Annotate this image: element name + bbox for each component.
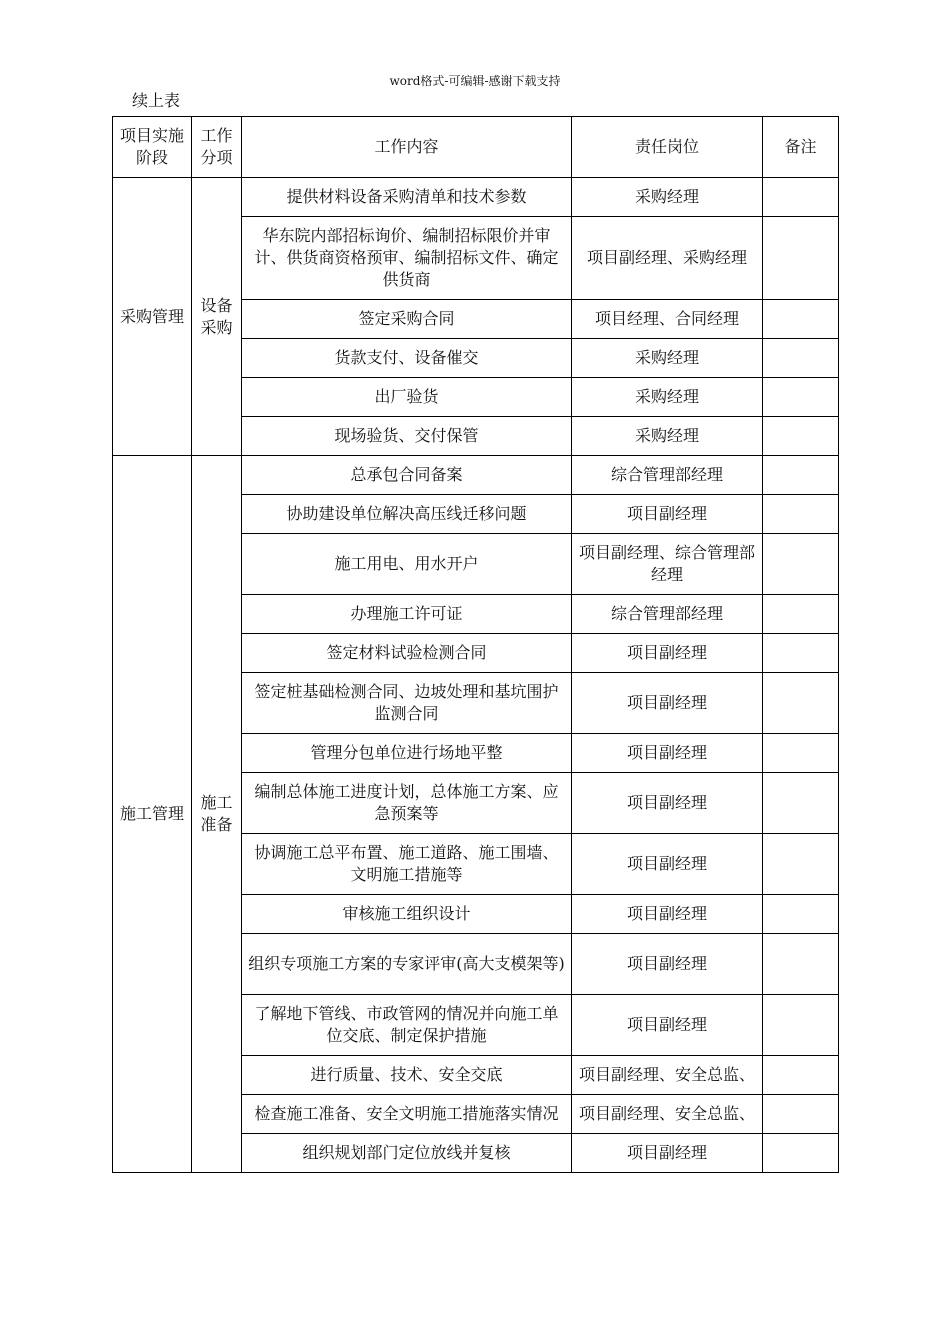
remark-cell [763,834,839,895]
content-cell: 了解地下管线、市政管网的情况并向施工单位交底、制定保护措施 [242,995,572,1056]
header-subitem: 工作分项 [192,117,242,178]
role-cell: 综合管理部经理 [572,595,763,634]
remark-cell [763,417,839,456]
content-cell: 检查施工准备、安全文明施工措施落实情况 [242,1095,572,1134]
role-cell: 项目副经理 [572,934,763,995]
content-cell: 进行质量、技术、安全交底 [242,1056,572,1095]
remark-cell [763,339,839,378]
remark-cell [763,634,839,673]
responsibility-table [112,116,839,1173]
remark-cell [763,895,839,934]
role-cell: 采购经理 [572,339,763,378]
remark-cell [763,1095,839,1134]
remark-cell [763,217,839,300]
remark-cell [763,673,839,734]
header-role: 责任岗位 [572,117,763,178]
role-cell: 采购经理 [572,178,763,217]
content-cell: 签定桩基础检测合同、边坡处理和基坑围护监测合同 [242,673,572,734]
role-cell: 项目副经理 [572,773,763,834]
content-cell: 出厂验货 [242,378,572,417]
role-cell: 项目副经理 [572,495,763,534]
subitem-cell: 施工准备 [192,456,242,1173]
role-cell: 项目副经理 [572,995,763,1056]
remark-cell [763,595,839,634]
role-cell: 采购经理 [572,378,763,417]
role-cell: 项目副经理、采购经理 [572,217,763,300]
role-cell: 综合管理部经理 [572,456,763,495]
role-cell: 项目副经理、综合管理部经理 [572,534,763,595]
role-cell: 项目副经理 [572,895,763,934]
continued-label: 续上表 [132,91,181,110]
remark-cell [763,495,839,534]
content-cell: 施工用电、用水开户 [242,534,572,595]
role-cell: 项目副经理 [572,734,763,773]
role-cell: 采购经理 [572,417,763,456]
content-cell: 现场验货、交付保管 [242,417,572,456]
table-row [113,456,839,495]
content-cell: 组织规划部门定位放线并复核 [242,1134,572,1173]
content-cell: 组织专项施工方案的专家评审(高大支模架等) [242,934,572,995]
content-cell: 签定采购合同 [242,300,572,339]
remark-cell [763,378,839,417]
remark-cell [763,300,839,339]
table-row [113,178,839,217]
role-cell: 项目副经理 [572,1134,763,1173]
content-cell: 编制总体施工进度计划，总体施工方案、应急预案等 [242,773,572,834]
page-header-note: word格式-可编辑-感谢下载支持 [389,74,561,88]
content-cell: 审核施工组织设计 [242,895,572,934]
content-cell: 协助建设单位解决高压线迁移问题 [242,495,572,534]
header-stage: 项目实施阶段 [113,117,192,178]
content-cell: 签定材料试验检测合同 [242,634,572,673]
stage-cell: 采购管理 [113,178,192,456]
content-cell: 总承包合同备案 [242,456,572,495]
table-header-row [113,117,839,178]
header-content: 工作内容 [242,117,572,178]
role-cell: 项目副经理、安全总监、 [572,1095,763,1134]
remark-cell [763,734,839,773]
content-cell: 管理分包单位进行场地平整 [242,734,572,773]
stage-cell: 施工管理 [113,456,192,1173]
remark-cell [763,773,839,834]
subitem-cell: 设备采购 [192,178,242,456]
remark-cell [763,1134,839,1173]
role-cell: 项目副经理 [572,634,763,673]
role-cell: 项目副经理 [572,673,763,734]
content-cell: 提供材料设备采购清单和技术参数 [242,178,572,217]
role-cell: 项目副经理、安全总监、 [572,1056,763,1095]
header-remark: 备注 [763,117,839,178]
remark-cell [763,534,839,595]
content-cell: 华东院内部招标询价、编制招标限价并审计、供货商资格预审、编制招标文件、确定供货商 [242,217,572,300]
remark-cell [763,934,839,995]
content-cell: 货款支付、设备催交 [242,339,572,378]
role-cell: 项目副经理 [572,834,763,895]
remark-cell [763,178,839,217]
remark-cell [763,1056,839,1095]
remark-cell [763,456,839,495]
remark-cell [763,995,839,1056]
content-cell: 办理施工许可证 [242,595,572,634]
content-cell: 协调施工总平布置、施工道路、施工围墙、文明施工措施等 [242,834,572,895]
role-cell: 项目经理、合同经理 [572,300,763,339]
